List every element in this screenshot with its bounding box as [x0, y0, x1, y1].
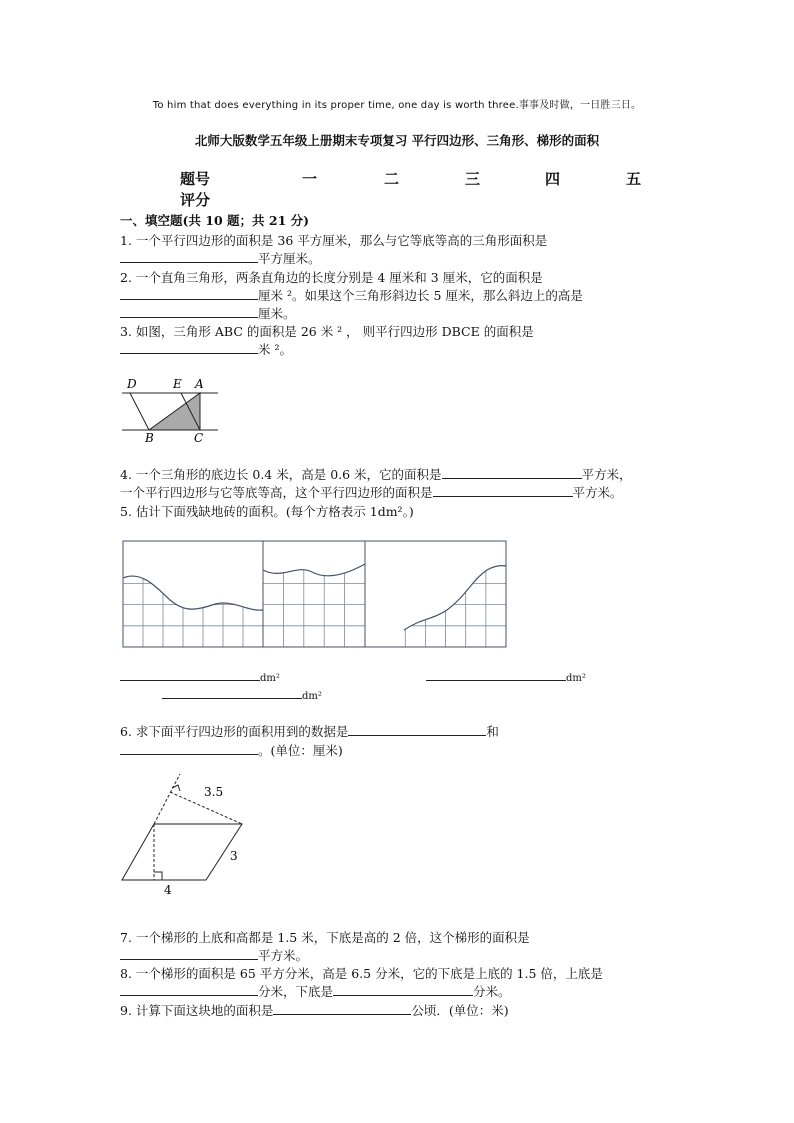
answer-blank[interactable]	[333, 983, 473, 996]
question-4-text: 4. 一个三角形的底边长 0.4 米，高是 0.6 米，它的面积是	[120, 467, 442, 482]
question-8-text: 8. 一个梯形的面积是 65 平方分米，高是 6.5 分米，它的下底是上底的 1.5 倍，上底是	[120, 966, 603, 981]
answer-blank[interactable]	[120, 668, 260, 681]
answer-blank[interactable]	[426, 668, 566, 681]
triangle-abc	[149, 393, 200, 430]
score-column-2: 二	[384, 170, 400, 188]
question-4-line-1	[120, 465, 632, 483]
question-4-unit-2: 平方米。	[572, 485, 623, 500]
answer-blank[interactable]	[120, 287, 258, 300]
score-header-label: 题号	[180, 170, 211, 188]
answer-blank[interactable]	[120, 250, 258, 263]
answer-blank[interactable]	[433, 484, 573, 497]
question-3-answer-row	[120, 340, 292, 358]
label-c: C	[194, 431, 204, 445]
answer-blank[interactable]	[162, 686, 302, 699]
label-b: B	[145, 431, 154, 445]
question-6-text: 6. 求下面平行四边形的面积用到的数据是	[120, 724, 349, 739]
question-4-line-2	[120, 483, 623, 501]
question-8-unit-2: 分米。	[473, 984, 511, 999]
question-1-answer-row	[120, 249, 321, 267]
question-2-unit: 厘米。	[258, 306, 296, 321]
question-9-unit: 公顷．(单位：米)	[411, 1003, 509, 1018]
question-9-row	[120, 1001, 509, 1019]
question-4-text-2: 一个平行四边形与它等底等高，这个平行四边形的面积是	[120, 485, 433, 500]
label-d: D	[127, 377, 137, 391]
question-8-answer-row	[120, 982, 511, 1000]
answer-blank[interactable]	[120, 983, 258, 996]
score-column-5: 五	[626, 170, 642, 188]
question-6-line-2	[120, 741, 343, 759]
question-3-text: 3. 如图，三角形 ABC 的面积是 26 米 ² ， 则平行四边形 DBCE 的面积是	[120, 324, 534, 339]
question-9-text: 9. 计算下面这块地的面积是	[120, 1003, 274, 1018]
triangle-parallelogram-figure	[118, 372, 228, 448]
question-7-unit: 平方米。	[258, 948, 309, 963]
motto: To him that does everything in its proper time, one day is worth three.事事及时做，一日胜三日。	[152, 100, 642, 111]
score-column-4: 四	[545, 170, 561, 188]
section-heading: 一、填空题(共 10 题；共 21 分)	[120, 213, 310, 228]
question-5-text: 5. 估计下面残缺地砖的面积。(每个方格表示 1dm²。)	[120, 504, 414, 519]
question-6-line-1	[120, 722, 499, 740]
answer-blank[interactable]	[273, 1002, 411, 1015]
answer-blank[interactable]	[348, 723, 486, 736]
question-1-text: 1. 一个平行四边形的面积是 36 平方厘米，那么与它等底等高的三角形面积是	[120, 233, 548, 248]
parallelogram-figure	[118, 770, 250, 898]
answer-blank[interactable]	[442, 466, 582, 479]
score-column-1: 一	[302, 170, 318, 188]
question-5-unit-2: dm²	[566, 673, 586, 684]
question-6-and: 和	[486, 724, 499, 739]
label-e: E	[173, 377, 182, 391]
score-column-3: 三	[465, 170, 481, 188]
answer-blank[interactable]	[120, 742, 258, 755]
question-2-answer-row-2	[120, 304, 296, 322]
question-7-text: 7. 一个梯形的上底和高都是 1.5 米，下底是高的 2 倍，这个梯形的面积是	[120, 930, 530, 945]
label-3: 3	[230, 849, 238, 863]
label-3-5: 3.5	[204, 785, 224, 799]
question-7-answer-row	[120, 946, 308, 964]
question-5-unit-3: dm²	[302, 691, 322, 702]
question-2-mid: 厘米 ²。如果这个三角形斜边长 5 厘米，那么斜边上的高是	[258, 288, 583, 303]
question-5-answer-1	[120, 668, 280, 684]
question-2-answer-row	[120, 286, 583, 304]
broken-tiles-figure	[122, 540, 508, 648]
answer-blank[interactable]	[120, 947, 258, 960]
answer-blank[interactable]	[120, 341, 258, 354]
question-5-answer-3	[162, 686, 322, 702]
question-4-unit-1: 平方米，	[581, 467, 632, 482]
question-2-text: 2. 一个直角三角形，两条直角边的长度分别是 4 厘米和 3 厘米，它的面积是	[120, 270, 543, 285]
question-5-answer-2	[426, 668, 586, 684]
question-8-unit-1: 分米，下底是	[258, 984, 334, 999]
answer-blank[interactable]	[120, 305, 258, 318]
score-row-label: 评分	[180, 191, 211, 209]
question-3-unit: 米 ²。	[258, 342, 292, 357]
page-title: 北师大版数学五年级上册期末专项复习 平行四边形、三角形、梯形的面积	[194, 133, 600, 148]
label-4: 4	[164, 883, 172, 897]
question-1-unit: 平方厘米。	[258, 251, 321, 266]
question-5-unit-1: dm²	[260, 673, 280, 684]
question-6-unit: 。(单位：厘米)	[258, 743, 343, 758]
label-a: A	[195, 377, 204, 391]
